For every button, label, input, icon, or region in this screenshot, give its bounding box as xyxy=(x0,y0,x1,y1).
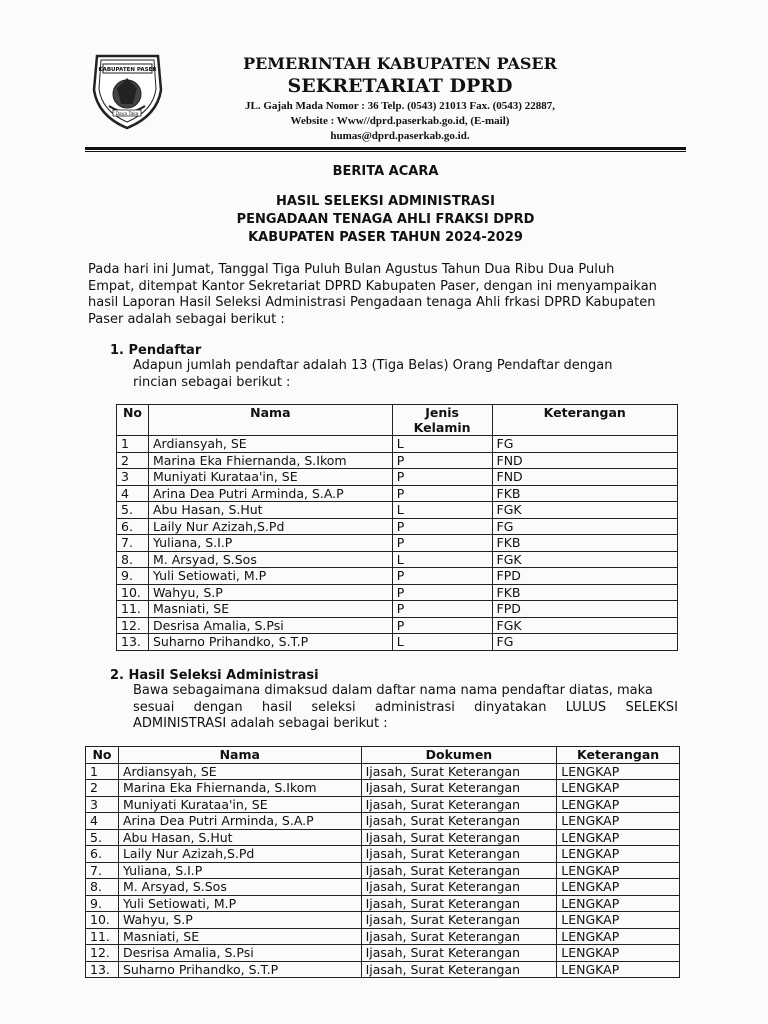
regency-emblem-logo xyxy=(85,48,170,133)
cell-gender: P xyxy=(392,601,492,618)
cell-name: Ardiansyah, SE xyxy=(148,436,392,453)
cell-no: 13. xyxy=(117,634,149,651)
cell-note: FPD xyxy=(492,568,677,585)
cell-no: 5. xyxy=(86,829,119,846)
table-row xyxy=(86,961,680,978)
cell-name: Muniyati Kurataa'in, SE xyxy=(148,469,392,486)
cell-note: LENGKAP xyxy=(557,895,680,912)
cell-name: Wahyu, S.P xyxy=(118,912,361,929)
cell-gender: P xyxy=(392,452,492,469)
cell-no: 4 xyxy=(86,813,119,830)
svg-text:Daya Taka: Daya Taka xyxy=(115,112,139,117)
cell-name: M. Arsyad, S.Sos xyxy=(148,551,392,568)
cell-docs: Ijasah, Surat Keterangan xyxy=(361,961,557,978)
cell-no: 8. xyxy=(117,551,149,568)
section-1-body xyxy=(133,358,678,391)
section-1-line: rincian sebagai berikut : xyxy=(133,374,291,390)
cell-no: 10. xyxy=(117,584,149,601)
cell-note: LENGKAP xyxy=(557,763,680,780)
cell-name: Yuliana, S.I.P xyxy=(148,535,392,552)
intro-line: hasil Laporan Hasil Seleksi Administrasi Pengadaan tenaga Ahli frkasi DPRD Kabupaten xyxy=(88,295,656,310)
table-row xyxy=(117,502,678,519)
cell-gender: P xyxy=(392,469,492,486)
cell-gender: P xyxy=(392,535,492,552)
section-2-line: Bawa sebagaimana dimaksud dalam daftar nama nama pendaftar diatas, maka xyxy=(133,683,653,698)
table-row xyxy=(117,452,678,469)
cell-note: FGK xyxy=(492,551,677,568)
cell-docs: Ijasah, Surat Keterangan xyxy=(361,912,557,929)
cell-gender: L xyxy=(392,436,492,453)
header-docs: Dokumen xyxy=(361,747,557,764)
cell-name: Ardiansyah, SE xyxy=(118,763,361,780)
cell-gender: P xyxy=(392,518,492,535)
cell-name: Laily Nur Azizah,S.Pd xyxy=(118,846,361,863)
intro-line: Pada hari ini Jumat, Tanggal Tiga Puluh Bulan Agustus Tahun Dua Ribu Dua Puluh xyxy=(88,262,615,277)
cell-note: FKB xyxy=(492,485,677,502)
cell-docs: Ijasah, Surat Keterangan xyxy=(361,813,557,830)
cell-gender: P xyxy=(392,485,492,502)
cell-no: 7. xyxy=(117,535,149,552)
cell-gender: L xyxy=(392,634,492,651)
cell-note: LENGKAP xyxy=(557,780,680,797)
cell-no: 11. xyxy=(86,928,119,945)
cell-gender: L xyxy=(392,551,492,568)
cell-docs: Ijasah, Surat Keterangan xyxy=(361,928,557,945)
cell-no: 1 xyxy=(86,763,119,780)
cell-docs: Ijasah, Surat Keterangan xyxy=(361,780,557,797)
cell-docs: Ijasah, Surat Keterangan xyxy=(361,862,557,879)
cell-no: 7. xyxy=(86,862,119,879)
letterhead-divider-thin xyxy=(85,151,686,152)
cell-name: Yuli Setiowati, M.P xyxy=(118,895,361,912)
cell-gender: P xyxy=(392,584,492,601)
intro-line: Empat, ditempat Kantor Sekretariat DPRD Kabupaten Paser, dengan ini menyampaikan xyxy=(88,278,657,294)
table-row xyxy=(86,879,680,896)
table-row xyxy=(117,535,678,552)
address-line: JL. Gajah Mada Nomor : 36 Telp. (0543) 21013 Fax. (0543) 22887, xyxy=(245,100,555,112)
cell-note: FG xyxy=(492,518,677,535)
header-note: Keterangan xyxy=(557,747,680,764)
table-row xyxy=(86,796,680,813)
cell-name: Desrisa Amalia, S.Psi xyxy=(118,945,361,962)
cell-note: LENGKAP xyxy=(557,846,680,863)
header-note: Keterangan xyxy=(492,405,677,436)
header-name: Nama xyxy=(148,405,392,436)
table-row xyxy=(86,813,680,830)
table-row xyxy=(86,912,680,929)
header-no: No xyxy=(86,747,119,764)
cell-note: FGK xyxy=(492,617,677,634)
cell-note: LENGKAP xyxy=(557,912,680,929)
cell-name: M. Arsyad, S.Sos xyxy=(118,879,361,896)
cell-no: 3 xyxy=(117,469,149,486)
address-block xyxy=(165,99,635,144)
website-line: Website : Www//dprd.paserkab.go.id, (E-mail) xyxy=(290,115,510,127)
table-row xyxy=(86,829,680,846)
cell-gender: L xyxy=(392,502,492,519)
cell-name: Muniyati Kurataa'in, SE xyxy=(118,796,361,813)
office-name: SEKRETARIAT DPRD xyxy=(287,75,513,97)
intro-line: Paser adalah sebagai berikut : xyxy=(88,311,285,327)
cell-note: LENGKAP xyxy=(557,862,680,879)
cell-name: Suharno Prihandko, S.T.P xyxy=(118,961,361,978)
cell-no: 4 xyxy=(117,485,149,502)
email-line: humas@dprd.paserkab.go.id. xyxy=(330,130,470,142)
table-row xyxy=(86,862,680,879)
registrants-table xyxy=(116,404,678,651)
cell-no: 1 xyxy=(117,436,149,453)
cell-no: 2 xyxy=(86,780,119,797)
cell-no: 11. xyxy=(117,601,149,618)
table-row xyxy=(117,469,678,486)
cell-name: Suharno Prihandko, S.T.P xyxy=(148,634,392,651)
institution-name: PEMERINTAH KABUPATEN PASER xyxy=(243,54,557,73)
letterhead-divider-thick xyxy=(85,147,686,150)
cell-note: FKB xyxy=(492,584,677,601)
section-2-body xyxy=(133,683,678,733)
cell-name: Masniati, SE xyxy=(118,928,361,945)
cell-docs: Ijasah, Surat Keterangan xyxy=(361,945,557,962)
cell-docs: Ijasah, Surat Keterangan xyxy=(361,879,557,896)
cell-docs: Ijasah, Surat Keterangan xyxy=(361,829,557,846)
table-row xyxy=(86,895,680,912)
cell-no: 13. xyxy=(86,961,119,978)
cell-name: Arina Dea Putri Arminda, S.A.P xyxy=(118,813,361,830)
cell-docs: Ijasah, Surat Keterangan xyxy=(361,846,557,863)
cell-note: FG xyxy=(492,436,677,453)
table-row xyxy=(86,763,680,780)
cell-name: Wahyu, S.P xyxy=(148,584,392,601)
cell-name: Masniati, SE xyxy=(148,601,392,618)
cell-no: 12. xyxy=(117,617,149,634)
cell-note: LENGKAP xyxy=(557,829,680,846)
section-2-title: 2. Hasil Seleksi Administrasi xyxy=(110,668,319,683)
cell-note: FKB xyxy=(492,535,677,552)
cell-name: Abu Hasan, S.Hut xyxy=(118,829,361,846)
cell-no: 6. xyxy=(117,518,149,535)
cell-name: Marina Eka Fhiernanda, S.Ikom xyxy=(118,780,361,797)
title-line-3: KABUPATEN PASER TAHUN 2024-2029 xyxy=(248,230,523,245)
cell-name: Arina Dea Putri Arminda, S.A.P xyxy=(148,485,392,502)
table-row xyxy=(86,780,680,797)
header-gender: Jenis Kelamin xyxy=(392,405,492,436)
svg-text:KABUPATEN PASER: KABUPATEN PASER xyxy=(98,67,157,73)
cell-no: 8. xyxy=(86,879,119,896)
cell-note: FND xyxy=(492,469,677,486)
table-header-row xyxy=(117,405,678,436)
cell-name: Yuliana, S.I.P xyxy=(118,862,361,879)
section-1-title: 1. Pendaftar xyxy=(110,343,202,358)
cell-no: 10. xyxy=(86,912,119,929)
document-heading: BERITA ACARA xyxy=(332,164,439,179)
cell-no: 2 xyxy=(117,452,149,469)
section-2-line: ADMINISTRASI adalah sebagai berikut : xyxy=(133,716,388,731)
cell-note: LENGKAP xyxy=(557,928,680,945)
table-row xyxy=(117,584,678,601)
selection-results-table xyxy=(85,746,680,978)
cell-note: FPD xyxy=(492,601,677,618)
section-2-line: sesuai dengan hasil seleksi administrasi dinyatakan LULUS SELEKSI xyxy=(133,699,678,715)
cell-gender: P xyxy=(392,568,492,585)
title-line-1: HASIL SELEKSI ADMINISTRASI xyxy=(275,194,495,209)
cell-name: Marina Eka Fhiernanda, S.Ikom xyxy=(148,452,392,469)
cell-name: Laily Nur Azizah,S.Pd xyxy=(148,518,392,535)
cell-note: FG xyxy=(492,634,677,651)
table-row xyxy=(117,518,678,535)
table-row xyxy=(86,928,680,945)
cell-note: LENGKAP xyxy=(557,945,680,962)
title-line-2: PENGADAAN TENAGA AHLI FRAKSI DPRD xyxy=(236,212,535,227)
intro-paragraph xyxy=(88,262,678,328)
table-row xyxy=(86,945,680,962)
cell-no: 3 xyxy=(86,796,119,813)
cell-note: LENGKAP xyxy=(557,796,680,813)
table-row xyxy=(117,601,678,618)
table-row xyxy=(117,485,678,502)
cell-note: LENGKAP xyxy=(557,813,680,830)
cell-docs: Ijasah, Surat Keterangan xyxy=(361,796,557,813)
table-row xyxy=(117,436,678,453)
cell-no: 5. xyxy=(117,502,149,519)
cell-note: FND xyxy=(492,452,677,469)
table-row xyxy=(117,617,678,634)
cell-note: LENGKAP xyxy=(557,961,680,978)
header-name: Nama xyxy=(118,747,361,764)
cell-name: Desrisa Amalia, S.Psi xyxy=(148,617,392,634)
cell-no: 12. xyxy=(86,945,119,962)
table-row xyxy=(117,568,678,585)
cell-no: 9. xyxy=(117,568,149,585)
header-no: No xyxy=(117,405,149,436)
table-header-row xyxy=(86,747,680,764)
cell-gender: P xyxy=(392,617,492,634)
cell-note: LENGKAP xyxy=(557,879,680,896)
cell-no: 6. xyxy=(86,846,119,863)
cell-name: Abu Hasan, S.Hut xyxy=(148,502,392,519)
cell-no: 9. xyxy=(86,895,119,912)
section-1-line: Adapun jumlah pendaftar adalah 13 (Tiga Belas) Orang Pendaftar dengan xyxy=(133,358,613,373)
table-row xyxy=(117,551,678,568)
cell-name: Yuli Setiowati, M.P xyxy=(148,568,392,585)
cell-docs: Ijasah, Surat Keterangan xyxy=(361,763,557,780)
cell-docs: Ijasah, Surat Keterangan xyxy=(361,895,557,912)
cell-note: FGK xyxy=(492,502,677,519)
table-row xyxy=(86,846,680,863)
table-row xyxy=(117,634,678,651)
